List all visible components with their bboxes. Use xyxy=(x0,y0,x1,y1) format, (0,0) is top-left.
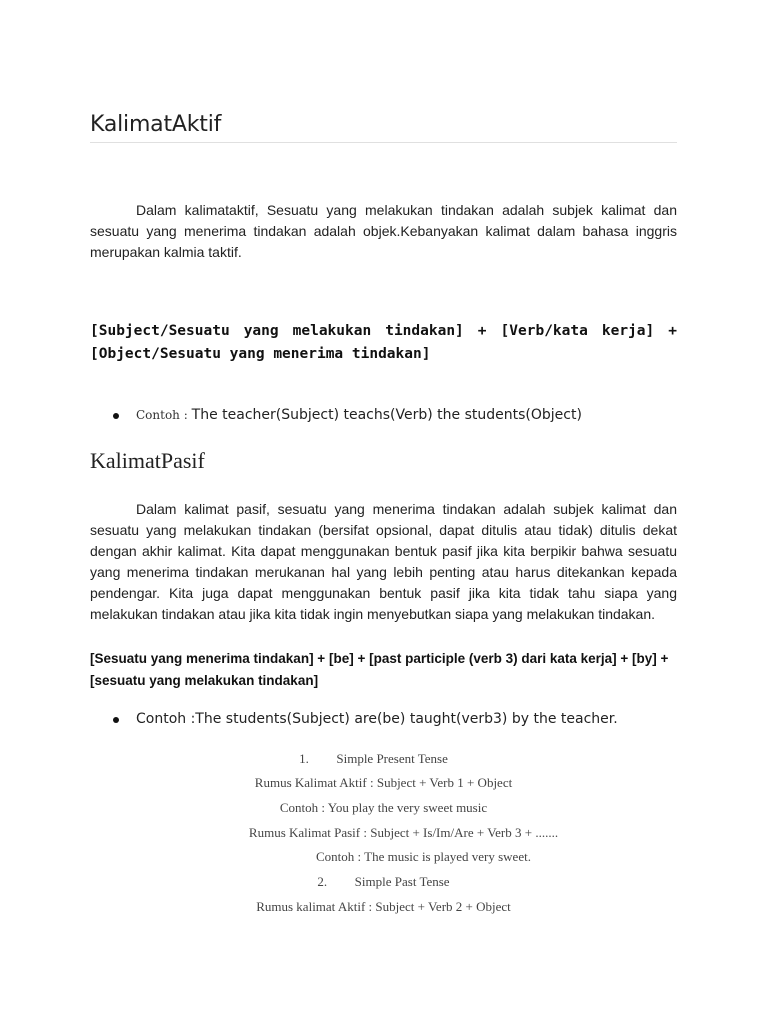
tense-item-2-title xyxy=(90,874,677,890)
paragraph-aktif: Dalam kalimataktif, Sesuatu yang melakukan tindakan adalah subjek kalimat dan sesuatu yang menerima tindakan adalah objek.Kebanyakan kalimat dalam bahasa inggris merupakan kalmia taktif. xyxy=(90,202,677,260)
formula-pasif: [Sesuatu yang menerima tindakan] + [be] + [past participle (verb 3) dari kata kerja] + [by] + [sesuatu yang melakukan tindakan] xyxy=(90,651,669,688)
heading-kalimat-pasif: KalimatPasif xyxy=(90,448,205,473)
tense-item-1-name: Simple Present Tense xyxy=(336,751,448,766)
contoh-pasif-present: Contoh : The music is played very sweet. xyxy=(316,849,531,864)
rumus-aktif-present: Rumus Kalimat Aktif : Subject + Verb 1 + Object xyxy=(254,775,513,790)
example-text-aktif: The teacher(Subject) teachs(Verb) the students(Object) xyxy=(191,407,582,423)
tense-item-2-number: 2. xyxy=(317,874,328,889)
contoh-aktif-present: Contoh : You play the very sweet music xyxy=(279,800,488,815)
heading-kalimat-aktif: KalimatAktif xyxy=(90,112,677,143)
rumus-pasif-present: Rumus Kalimat Pasif : Subject + Is/Im/Are + Verb 3 + ....... xyxy=(248,825,559,840)
tense-item-1-title xyxy=(80,751,667,767)
example-label: Contoh : xyxy=(136,408,188,422)
rumus-aktif-past: Rumus kalimat Aktif : Subject + Verb 2 + Object xyxy=(256,899,511,914)
formula-aktif: [Subject/Sesuatu yang melakukan tindakan] + [Verb/kata kerja] + [Object/Sesuatu yang menerima tindakan] xyxy=(90,323,677,362)
tense-item-2-name: Simple Past Tense xyxy=(354,874,450,889)
paragraph-pasif: Dalam kalimat pasif, sesuatu yang menerima tindakan adalah subjek kalimat dan sesuatu yang melakukan tindakan (bersifat opsional, dapat ditulis atau tidak) ditulis dekat dengan akhir kalimat. Kita dapat menggunakan bentuk pasif jika kita berpikir bahwa sesuatu yang menerima tindakan merukanan hal yang lebih penting atau harus ditekankan kepada pendengar. Kita juga dapat menggunakan bentuk pasif jika kita tidak tahu siapa yang melakukan tindakan atau jika kita tidak ingin menyebutkan siapa yang melakukan tindakan. xyxy=(90,501,677,622)
tense-item-1-number: 1. xyxy=(299,751,309,766)
example-text-pasif: Contoh :The students(Subject) are(be) taught(verb3) by the teacher. xyxy=(136,711,618,727)
list-item-example-aktif xyxy=(114,406,674,423)
list-item-example-pasif xyxy=(114,710,674,727)
